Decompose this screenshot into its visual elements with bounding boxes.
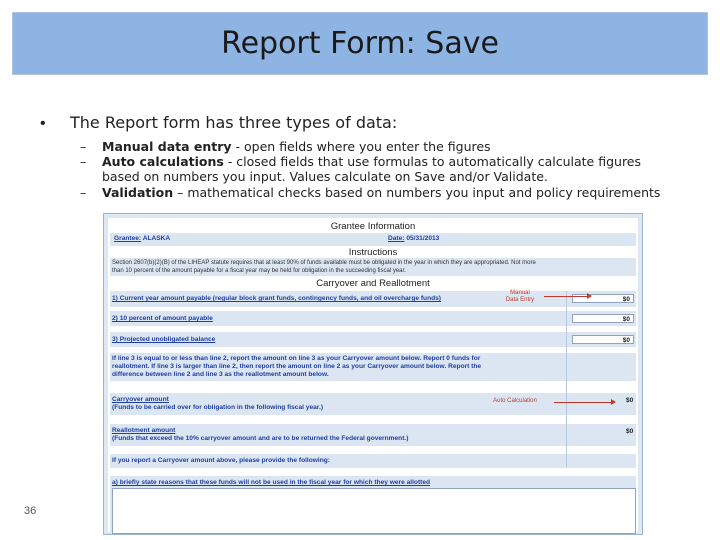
rule-text-3: difference between line 2 and line 3 as the reallotment amount below.: [112, 371, 329, 378]
line2-label: 2) 10 percent of amount payable: [112, 315, 213, 322]
reallotment-row: [110, 424, 636, 446]
slide-title-bar: [12, 12, 708, 75]
annot-manual-line1: Manual: [510, 290, 530, 296]
instructions-text-2: than 10 percent of the amount payable for a fiscal year may be held for obligation in the succeeding fiscal year.: [112, 268, 406, 274]
line2-input[interactable]: $0: [572, 314, 634, 323]
column-divider: [566, 291, 567, 467]
line1-input[interactable]: $0: [572, 294, 634, 303]
sub-item-rest: – mathematical checks based on numbers you input and policy requirements: [173, 185, 661, 200]
carryover-value: $0: [626, 397, 634, 404]
carryover-header: Carryover and Reallotment: [108, 277, 638, 290]
instructions-text-1: Section 2607(b)(2)(B) of the LIHEAP statute requires that at least 90% of funds available must be obligated in the year in which they are appropriated. Not more: [112, 260, 536, 266]
bullet-dot: •: [40, 115, 46, 132]
line1-label: 1) Current year amount payable (regular block grant funds, contingency funds, and oil overcharge funds): [112, 295, 442, 302]
grantee-value: ALASKA: [142, 235, 171, 242]
bullet-main-text: The Report form has three types of data:: [70, 113, 398, 132]
sub-item-rest: - closed fields that use formulas to automatically calculate figures based on numbers you input. Values calculate on Save and/or Validate.: [102, 154, 642, 184]
reallotment-value: $0: [626, 428, 634, 435]
carryover-row: [110, 393, 636, 415]
rule-text-2: reallotment. If line 3 is larger than line 2, then report the amount on line 2 as your Carryover amount below. Report the: [112, 363, 482, 370]
instructions-row: [110, 258, 636, 276]
carryover-label: Carryover amount: [112, 396, 169, 403]
line2-row: [110, 311, 636, 326]
provide-text: If you report a Carryover amount above, please provide the following:: [112, 457, 331, 464]
line1-row: [110, 291, 636, 307]
report-form-inner: [108, 218, 638, 532]
sub-item-bold: Manual data entry: [102, 139, 232, 154]
date-label: Date:: [388, 235, 405, 242]
auto-calc-arrow-icon: [554, 402, 612, 403]
line3-input[interactable]: $0: [572, 335, 634, 344]
sub-item-bold: Auto calculations: [102, 154, 224, 169]
manual-entry-annotation: [500, 290, 540, 304]
date-value: 05/31/2013: [406, 235, 440, 242]
manual-entry-arrow-icon: [544, 296, 588, 297]
page-number: 36: [24, 505, 37, 517]
reallotment-label: Reallotment amount: [112, 427, 176, 434]
carryover-sub: (Funds to be carried over for obligation in the following fiscal year.): [112, 404, 324, 411]
sub-item-rest: - open fields where you enter the figures: [231, 139, 491, 154]
rule-text-1: If line 3 is equal to or less than line 2, report the amount on line 3 as your Carryover amount below. Report 0 funds for: [112, 355, 481, 362]
reasons-textarea[interactable]: [112, 488, 636, 534]
grantee-row: [110, 233, 636, 246]
reasons-label: a) briefly state reasons that these funds will not be used in the fiscal year for which they were allotted: [112, 479, 431, 486]
slide-title: Report Form: Save: [221, 26, 499, 61]
instructions-header: Instructions: [108, 246, 638, 259]
rule-row: [110, 353, 636, 381]
report-form: [103, 213, 643, 535]
grantee-header: Grantee Information: [108, 220, 638, 233]
grantee-label: Grantee:: [114, 235, 142, 242]
sub-item-bold: Validation: [102, 185, 174, 200]
provide-row: [110, 454, 636, 468]
line3-label: 3) Projected unobligated balance: [112, 336, 216, 343]
annot-manual-line2: Data Entry: [505, 297, 535, 303]
auto-calc-annotation: Auto Calculation: [493, 398, 537, 404]
reallotment-sub: (Funds that exceed the 10% carryover amount and are to be returned the Federal government.): [112, 435, 409, 442]
line3-row: [110, 332, 636, 347]
